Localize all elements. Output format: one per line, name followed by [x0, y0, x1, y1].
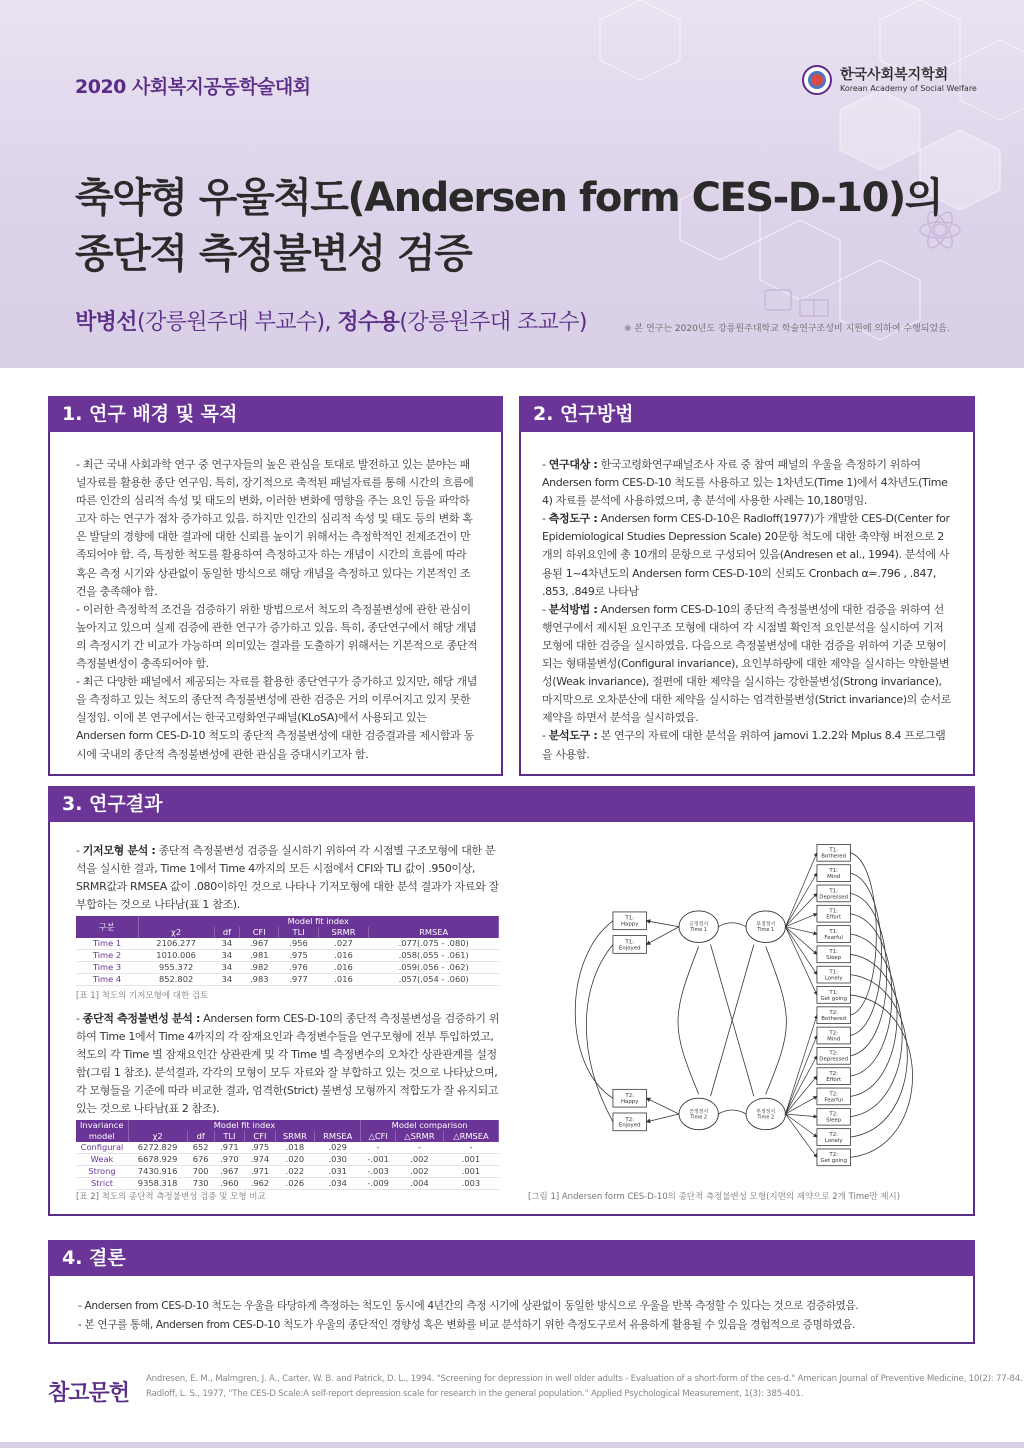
- baseline-label: 기저모형 분석 :: [82, 844, 156, 857]
- table-cell: .981: [240, 950, 279, 962]
- error-covariance: [850, 975, 907, 1137]
- table-cell: .004: [395, 1178, 443, 1190]
- table-cell: 6678.929: [128, 1154, 187, 1166]
- path-arrow: [785, 893, 817, 926]
- error-covariance: [850, 893, 886, 1055]
- table-cell: 34: [214, 962, 239, 974]
- path-arrow: [785, 1114, 817, 1137]
- observed-item-label: T2: Happy: [620, 1093, 639, 1106]
- table-cell: .967: [214, 1166, 245, 1178]
- correlation-curve: [718, 923, 746, 927]
- table-cell: .975: [279, 950, 318, 962]
- table-cell: 955.372: [138, 962, 214, 974]
- conclusion-line: - 본 연구를 통해, Andersen from CES-D-10 척도가 우울의 종단적인 경향성 혹은 변화를 비교 분석하기 위한 측정도구로서 유용하게 활용될 수 있음을 경험적으로 증명하였음.: [78, 1319, 856, 1331]
- path-arrow: [646, 1098, 679, 1114]
- section-results-heading: 3. 연구결과: [48, 786, 975, 822]
- correlation-curve: [718, 1110, 746, 1114]
- table-cell: 700: [187, 1166, 214, 1178]
- bottom-bar: [0, 1442, 1024, 1448]
- paragraph: - 최근 다양한 패널에서 제공되는 자료를 활용한 종단연구가 증가하고 있지만, 해당 개념을 측정하고 있는 척도의 종단적 측정불변성에 관한 검증은 거의 이루어지고 있지 못한 실정임. 이에 본 연구에서는 한국고령화연구패널(KLoSA)에서 사용되고 있는 Andersen form CES-D-10 척도의 종단적 측정불변성에 대한 검증결과를 제시함과 동시에 국내의 종단적 측정불변성에 관한 관심을 증대시키고자 함.: [76, 675, 478, 761]
- row-label: Strong: [76, 1166, 128, 1178]
- table-cell: 852.802: [138, 974, 214, 986]
- observed-item-label: T2: Mind: [827, 1030, 841, 1043]
- table-cell: .034: [315, 1178, 361, 1190]
- observed-item-label: T2: Enjoyed: [618, 1116, 641, 1129]
- method-item: - 연구대상 : 한국고령화연구패널조사 자료 중 참여 패널의 우울을 측정하기 위하여 Andersen form CES-D-10 척도를 사용하고 있는 1차년도(Time 1)에서 4차년도(Time 4) 자료를 분석에 사용하였으며, 총 분석에 사용한 사례는 10,180명임.: [542, 458, 948, 508]
- table-cell: .983: [240, 974, 279, 986]
- method-item: - 분석도구 : 본 연구의 자료에 대한 분석을 위하여 jamovi 1.2.2와 Mplus 8.4 프로그램을 사용함.: [542, 729, 946, 761]
- method-item-text: 한국고령화연구패널조사 자료 중 참여 패널의 우울을 측정하기 위하여 Andersen form CES-D-10 척도를 사용하고 있는 1차년도(Time 1)에서 4차년도(Time 4) 자료를 분석에 사용하였으며, 총 분석에 사용한 사례는 10,180명임.: [542, 458, 948, 508]
- observed-item-label: T1: Happy: [620, 915, 639, 928]
- observed-item-label: T2: Sleep: [826, 1111, 842, 1124]
- section-method-heading: 2. 연구방법: [519, 396, 975, 432]
- column-header: CFI: [245, 1131, 276, 1142]
- table-baseline-fit: [76, 916, 499, 986]
- table2-caption: [표 2] 척도의 종단적 측정불변성 검증 및 모형 비교: [76, 1192, 266, 1202]
- table-cell: .001: [443, 1166, 498, 1178]
- table-cell: .022: [275, 1166, 314, 1178]
- column-header: TLI: [214, 1131, 245, 1142]
- method-item-label: 분석방법 :: [548, 602, 598, 616]
- invariance-label: 종단적 측정불변성 분석 :: [82, 1012, 201, 1025]
- funding-note: ※ 본 연구는 2020년도 강릉원주대학교 학술연구조성비 지원에 의하여 수행되었음.: [624, 324, 950, 334]
- path-arrow: [785, 927, 817, 975]
- section-conclusion-heading: 4. 결론: [48, 1240, 975, 1276]
- observed-item-label: T1: Fearful: [824, 928, 843, 941]
- table-cell: 34: [214, 938, 239, 950]
- section-background-heading: 1. 연구 배경 및 목적: [48, 396, 503, 432]
- method-item-label: 분석도구 :: [548, 729, 598, 743]
- section-method-body: [542, 456, 952, 764]
- column-header: △RMSEA: [443, 1131, 498, 1142]
- observed-item-label: T1: Mind: [827, 868, 841, 880]
- method-item: - 분석방법 : Andersen form CES-D-10의 종단적 측정불변성에 대한 검증을 위하여 선행연구에서 제시된 요인구조 모형에 대하여 각 시점별 확인적 요인분석을 실시하여 기저모형에 대한 검증을 실시하였음. 다음으로 측정불변성에 대한 검증을 위하여 기준 모형이 되는 형태불변성(Configural invariance), 요인부하량에 대한 제약을 실시하는 약한불변성(Weak invariance), 절편에 대한 제약을 실시하는 강한불변성(Strong invariance), 마지막으로 오차분산에 대한 제약을 실시하는 엄격한불변성(Strict invariance)의 순서로 제약을 하면서 분석을 실시하였음.: [542, 602, 951, 725]
- poster-title: [75, 170, 942, 282]
- table-cell: .971: [245, 1166, 276, 1178]
- table-cell: 676: [187, 1154, 214, 1166]
- method-item-text: Andersen form CES-D-10의 종단적 측정불변성에 대한 검증을 위하여 선행연구에서 제시된 요인구조 모형에 대하여 각 시점별 확인적 요인분석을 실시하여 기저모형에 대한 검증을 실시하였음. 다음으로 측정불변성에 대한 검증을 위하여 기준 모형이 되는 형태불변성(Configural invariance), 요인부하량에 대한 제약을 실시하는 약한불변성(Weak invariance), 절편에 대한 제약을 실시하는 강한불변성(Strong invariance), 마지막으로 오차분산에 대한 제약을 실시하는 엄격한불변성(Strict invariance)의 순서로 제약을 하면서 분석을 실시하였음.: [542, 602, 951, 725]
- reference-item: Radloff, L. S., 1977, "The CES-D Scale:A self-report depression scale for research in the general population." Applied Psychological Measurement, 1(3): 385-401.: [146, 1389, 804, 1399]
- column-header: CFI: [240, 927, 279, 938]
- table-cell: 652: [187, 1142, 214, 1154]
- table-cell: 730: [187, 1178, 214, 1190]
- invariance-body: Andersen form CES-D-10의 종단적 측정불변성을 검증하기 위하여 Time 1에서 Time 4까지의 각 잠재요인과 측정변수들을 연구모형에 전부 투입하였고, 척도의 각 Time 별 잠재요인간 상관관계 및 각 Time 별 측정변수의 오차간 상관관계를 설정함(그림 1 참조). 분석결과, 각각의 모형이 모두 자료와 잘 부합하고 있는 것으로 나타났으며, 각 모형들을 기준에 따라 비교한 결과, 엄격한(Strict) 불변성 모형까지 적합도가 잘 유지되고 있는 것으로 나타남(표 2 참조).: [76, 1012, 500, 1116]
- table-cell: -: [443, 1142, 498, 1154]
- conclusion-body: [78, 1297, 958, 1335]
- table1-caption: [표 1] 척도의 기저모형에 대한 검토: [76, 991, 209, 1001]
- column-header: △SRMR: [395, 1131, 443, 1142]
- column-header: TLI: [279, 927, 318, 938]
- title-line-2: 종단적 측정불변성 검증: [75, 231, 472, 277]
- table-cell: 6272.829: [128, 1142, 187, 1154]
- latent-factor-label: 긍정정서 Time 1: [689, 921, 709, 934]
- society-logo: [802, 62, 982, 102]
- column-header: df: [214, 927, 239, 938]
- method-item-label: 측정도구 :: [548, 512, 598, 526]
- path-arrow: [785, 1114, 817, 1157]
- error-covariance: [850, 995, 912, 1157]
- references-label: 참고문헌: [48, 1381, 130, 1406]
- error-covariance: [850, 954, 902, 1116]
- table-cell: .982: [240, 962, 279, 974]
- table-cell: 1010.006: [138, 950, 214, 962]
- baseline-body: 종단적 측정불변성 검증을 실시하기 위하여 각 시점별 구조모형에 대한 분석을 실시한 결과, Time 1에서 Time 4까지의 모든 시점에서 CFI와 TLI 값이 .950이상, SRMR값과 RMSEA 값이 .080이하인 것으로 나타나 기저모형에 대한 분석 결과가 자료와 잘 부합하는 것으로 나타남(표 1 참조).: [76, 844, 499, 912]
- table-cell: .016: [318, 950, 369, 962]
- conference-title: 2020 사회복지공동학술대회: [75, 76, 311, 98]
- observed-item-label: T2: Fearful: [824, 1091, 843, 1104]
- table-cell: .956: [279, 938, 318, 950]
- path-arrow: [785, 927, 817, 995]
- conclusion-line: - Andersen from CES-D-10 척도는 우울을 타당하게 측정하는 척도인 동시에 4년간의 측정 시기에 상관없이 동일한 방식으로 우울을 반복 측정할 수 있다는 것으로 검증하였음.: [78, 1300, 859, 1312]
- path-arrow: [785, 927, 817, 934]
- table-row: [76, 1142, 499, 1154]
- table-cell: 9358.318: [128, 1178, 187, 1190]
- table-row: [76, 974, 499, 986]
- table-cell: 7430.916: [128, 1166, 187, 1178]
- path-arrow: [646, 921, 679, 927]
- column-header: △CFI: [361, 1131, 396, 1142]
- row-label: Weak: [76, 1154, 128, 1166]
- table-cell: .018: [275, 1142, 314, 1154]
- table-cell: .976: [279, 962, 318, 974]
- error-covariance: [850, 873, 881, 1035]
- table-corner: Invariance: [76, 1120, 128, 1131]
- observed-item-label: T1: Depressed: [819, 888, 849, 901]
- table-cell: .058(.055 - .061): [369, 950, 499, 962]
- table-cell: .001: [443, 1154, 498, 1166]
- table-invariance: [76, 1120, 499, 1190]
- section-background-body: [76, 456, 478, 764]
- row-label: Time 1: [76, 938, 138, 950]
- table-cell: .016: [318, 974, 369, 986]
- figure1-caption: [그림 1] Andersen form CES-D-10의 종단적 측정불변성 모형(지면의 제약으로 2개 Time만 제시): [528, 1192, 901, 1202]
- observed-item-label: T2: Bothered: [821, 1010, 847, 1023]
- table-cell: .031: [315, 1166, 361, 1178]
- table2-body: [76, 1142, 499, 1190]
- authors: [75, 305, 587, 336]
- column-header: χ2: [138, 927, 214, 938]
- table-cell: .960: [214, 1178, 245, 1190]
- correlation-curve: [766, 946, 787, 1094]
- references-list: [146, 1372, 1023, 1402]
- author1-name: 박병선: [75, 310, 137, 335]
- author2-affiliation: (강릉원주대 조교수): [399, 310, 587, 335]
- observed-item-label: T2: Effort: [826, 1071, 842, 1084]
- observed-item-label: T2: Lonely: [824, 1131, 843, 1144]
- table-row: [76, 1154, 499, 1166]
- table-cell: .020: [275, 1154, 314, 1166]
- society-name-ko: 한국사회복지학회: [840, 67, 949, 83]
- column-header: SRMR: [318, 927, 369, 938]
- path-arrow: [646, 1114, 679, 1122]
- table-row: [76, 1178, 499, 1190]
- observed-item-label: T2: Depressed: [819, 1050, 849, 1063]
- table-cell: .962: [245, 1178, 276, 1190]
- table-cell: .030: [315, 1154, 361, 1166]
- column-header: RMSEA: [315, 1131, 361, 1142]
- table-cell: .057(.054 - .060): [369, 974, 499, 986]
- society-seal-icon: [802, 65, 832, 95]
- row-label: Strict: [76, 1178, 128, 1190]
- table-cell: .967: [240, 938, 279, 950]
- observed-item-label: T1: Enjoyed: [618, 939, 641, 952]
- column-header: RMSEA: [369, 927, 499, 938]
- table-cell: .977: [279, 974, 318, 986]
- error-covariance: [850, 853, 876, 1015]
- table-cell: .059(.056 - .062): [369, 962, 499, 974]
- row-label: Time 4: [76, 974, 138, 986]
- table-cell: -.001: [361, 1154, 396, 1166]
- method-item: - 측정도구 : Andersen form CES-D-10은 Radloff(1977)가 개발한 CES-D(Center for Epidemiological Studies Depression Scale) 20문항 척도에 대한 축약형 버전으로 2개의 하위요인에 총 10개의 문항으로 구성되어 있음(Andresen et al., 1994). 분석에 사용된 1~4차년도의 Andersen form CES-D-10의 신뢰도 Cronbach α=.796 , .847, .853, .849로 나타남: [542, 512, 950, 598]
- path-arrow: [785, 1036, 817, 1114]
- row-label: Time 3: [76, 962, 138, 974]
- observed-item-label: T1: Sleep: [826, 949, 842, 962]
- poster-header: [0, 0, 1024, 368]
- table-cell: .003: [443, 1178, 498, 1190]
- table-cell: -.009: [361, 1178, 396, 1190]
- table-cell: .002: [395, 1154, 443, 1166]
- reference-item: Andresen, E. M., Malmgren, J. A., Carter, W. B. and Patrick, D. L., 1994. "Screening for depression in well older adults - Evaluation of a short-form of the ces-d." American Journal of Preventive Medicine, 10(2): 77-84.: [146, 1374, 1023, 1384]
- table-group-header: Model fit index: [138, 916, 499, 927]
- path-arrow: [785, 1114, 817, 1117]
- table-cell: .002: [395, 1166, 443, 1178]
- table-cell: .026: [275, 1178, 314, 1190]
- error-covariance: [575, 921, 613, 1098]
- method-item-text: 본 연구의 자료에 대한 분석을 위하여 jamovi 1.2.2와 Mplus 8.4 프로그램을 사용함.: [542, 729, 946, 761]
- latent-factor-label: 긍정정서 Time 2: [689, 1108, 709, 1121]
- table-cell: 2106.277: [138, 938, 214, 950]
- latent-factor-label: 부정정서 Time 1: [756, 921, 776, 934]
- paragraph: - 이러한 측정학적 조건을 검증하기 위한 방법으로서 척도의 측정불변성에 관한 관심이 높아지고 있으며 실제 검증에 관한 연구가 증가하고 있음. 특히, 종단연구에서 해당 개념의 측정시기 간 비교가 가능하며 의미있는 결과를 도출하기 위해서는 기본적으로 종단적 측정불변성이 충족되어야 함.: [76, 602, 478, 671]
- society-name-en: Korean Academy of Social Welfare: [840, 84, 977, 93]
- column-header: χ2: [128, 1131, 187, 1142]
- table-cell: .077(.075 - .080): [369, 938, 499, 950]
- invariance-analysis-text: - 종단적 측정불변성 분석 : Andersen form CES-D-10의 종단적 측정불변성을 검증하기 위하여 Time 1에서 Time 4까지의 각 잠재요인과 측정변수들을 연구모형에 전부 투입하였고, 척도의 각 Time 별 잠재요인간 상관관계 및 각 Time 별 측정변수의 오차간 상관관계를 설정함(그림 1 참조). 분석결과, 각각의 모형이 모두 자료와 잘 부합하고 있는 것으로 나타났으며, 각 모형들을 기준에 따라 비교한 결과, 엄격한(Strict) 불변성 모형까지 적합도가 잘 유지되고 있는 것으로 나타남(표 2 참조).: [76, 1012, 500, 1116]
- table-cell: -: [395, 1142, 443, 1154]
- table-cell: -: [361, 1142, 396, 1154]
- table-row: [76, 938, 499, 950]
- table1-body: [76, 938, 499, 986]
- table-cell: .027: [318, 938, 369, 950]
- observed-item-label: T2: Get going: [820, 1152, 847, 1165]
- title-line-1: 축약형 우울척도(Andersen form CES-D-10)의: [75, 175, 942, 221]
- table-cell: 34: [214, 950, 239, 962]
- observed-item-label: T1: Get going: [820, 989, 847, 1002]
- observed-item-label: T1: Effort: [826, 908, 842, 921]
- table-cell: .016: [318, 962, 369, 974]
- latent-factor-label: 부정정서 Time 2: [756, 1108, 776, 1121]
- table-cell: 34: [214, 974, 239, 986]
- table-group-header: Model fit index: [128, 1120, 361, 1131]
- table-corner: 구분: [76, 916, 138, 938]
- author2-name: 정수용: [337, 310, 400, 335]
- column-header: df: [187, 1131, 214, 1142]
- path-arrow: [646, 927, 679, 945]
- table-cell: .975: [245, 1142, 276, 1154]
- table-cell: .974: [245, 1154, 276, 1166]
- path-arrow: [785, 873, 817, 927]
- paragraph: - 최근 국내 사회과학 연구 중 연구자들의 높은 관심을 토대로 발전하고 있는 분야는 패널자료를 활용한 종단 연구임. 특히, 장기적으로 축적된 패널자료를 통해 시간의 흐름에 따른 인간의 심리적 속성 및 태도의 변화, 이러한 변화에 영향을 주는 요인 등을 파악하고자 하는 연구가 점차 증가하고 있음. 하지만 인간의 심리적 속성 및 태도 등의 변화 혹은 발달의 경향에 대한 결과에 대한 신뢰를 높이기 위해서는 측정학적인 전제조건이 만족되어야 함. 즉, 특정한 척도를 활용하여 측정하고자 하는 개념이 시간의 흐름에 따라 혹은 측정 시기와 상관없이 동일한 방식으로 해당 개념을 측정하고 있다는 기본적인 조건을 충족해야 함.: [76, 458, 474, 598]
- baseline-analysis-text: - 기저모형 분석 : 종단적 측정불변성 검증을 실시하기 위하여 각 시점별 구조모형에 대한 분석을 실시한 결과, Time 1에서 Time 4까지의 모든 시점에서 CFI와 TLI 값이 .950이상, SRMR값과 RMSEA 값이 .080이하인 것으로 나타나 기저모형에 대한 분석 결과가 자료와 잘 부합하는 것으로 나타남(표 1 참조).: [76, 844, 499, 912]
- correlation-curve: [678, 946, 699, 1094]
- author1-affiliation: (강릉원주대 부교수),: [136, 310, 338, 335]
- observed-item-label: T1: Lonely: [824, 969, 843, 982]
- table-corner: model: [76, 1131, 128, 1142]
- path-diagram-figure: [520, 840, 970, 1180]
- column-header: SRMR: [275, 1131, 314, 1142]
- method-item-text: Andersen form CES-D-10은 Radloff(1977)가 개발한 CES-D(Center for Epidemiological Studies Depression Scale) 20문항 척도에 대한 축약형 버전으로 2개의 하위요인에 총 10개의 문항으로 구성되어 있음(Andresen et al., 1994). 분석에 사용된 1~4차년도의 Andersen form CES-D-10의 신뢰도 Cronbach α=.796 , .847, .853, .849로 나타남: [542, 512, 950, 598]
- table-cell: .970: [214, 1154, 245, 1166]
- method-item-label: 연구대상 :: [548, 458, 598, 471]
- table-row: [76, 962, 499, 974]
- table-cell: .029: [315, 1142, 361, 1154]
- path-arrow: [785, 1076, 817, 1114]
- table-cell: -.003: [361, 1166, 396, 1178]
- error-covariance: [850, 934, 897, 1096]
- table-row: [76, 950, 499, 962]
- table-cell: .971: [214, 1142, 245, 1154]
- observed-item-label: T1: Bothered: [821, 847, 847, 860]
- table-group-header: Model comparison: [361, 1120, 499, 1131]
- table-row: [76, 1166, 499, 1178]
- row-label: Time 2: [76, 950, 138, 962]
- row-label: Configural: [76, 1142, 128, 1154]
